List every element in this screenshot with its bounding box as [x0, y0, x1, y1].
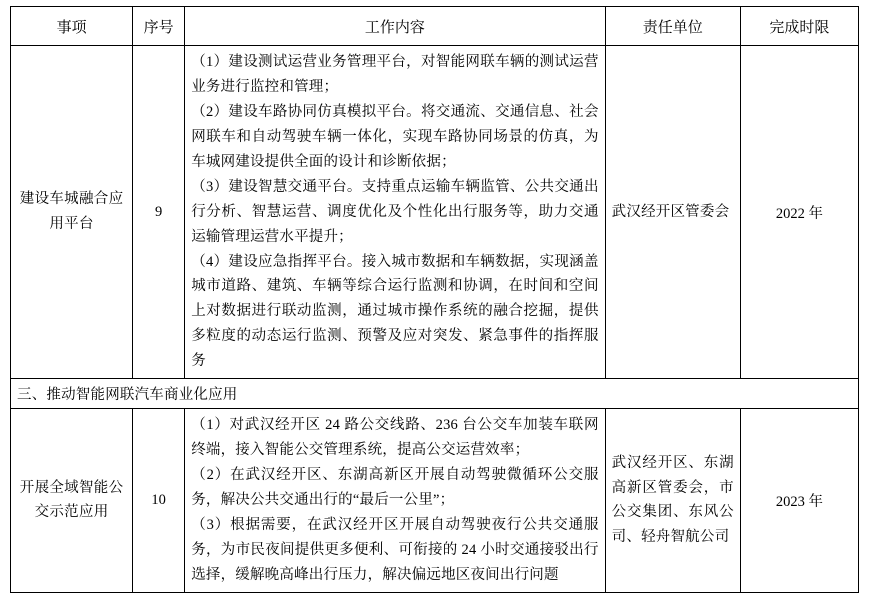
cell-no: 9 — [133, 46, 185, 379]
cell-work — [185, 46, 605, 379]
table-body — [11, 46, 859, 593]
cell-work — [185, 409, 605, 593]
cell-unit — [605, 46, 740, 379]
table-header-row — [11, 7, 859, 46]
work-paragraph: （3）建设智慧交通平台。支持重点运输车辆监管、公共交通出行分析、智慧运营、调度优化及个性化出行服务等，助力交通运输管理运营水平提升； — [191, 178, 599, 245]
work-paragraph: （1）对武汉经开区 24 路公交线路、236 台公交车加装车联网终端，接入智能公交管理系统，提高公交运营效率； — [191, 417, 599, 459]
unit-text: 武汉经开区、东湖高新区管委会，市公交集团、东风公司、轻舟智航公司 — [611, 454, 734, 546]
work-paragraph: （2）在武汉经开区、东湖高新区开展自动驾驶微循环公交服务，解决公共交通出行的“最后一公里”； — [191, 467, 599, 508]
cell-due: 2023 年 — [740, 409, 858, 593]
section-title: 三、推动智能网联汽车商业化应用 — [11, 379, 859, 409]
table-row — [11, 409, 859, 593]
column-header-work: 工作内容 — [185, 7, 605, 46]
task-schedule-table — [10, 6, 859, 593]
cell-item: 开展全域智能公交示范应用 — [11, 409, 133, 593]
work-paragraph: （1）建设测试运营业务管理平台，对智能网联车辆的测试运营业务进行监控和管理； — [191, 54, 599, 95]
cell-item: 建设车城融合应用平台 — [11, 46, 133, 379]
cell-due: 2022 年 — [740, 46, 858, 379]
column-header-due: 完成时限 — [740, 7, 858, 46]
table-header — [11, 7, 859, 46]
unit-text: 武汉经开区管委会 — [611, 203, 730, 220]
work-paragraph: （3）根据需要，在武汉经开区开展自动驾驶夜行公共交通服务，为市民夜间提供更多便利、可衔接的 24 小时交通接驳出行选择，缓解晚高峰出行压力，解决偏远地区夜间出行问题 — [191, 516, 599, 583]
column-header-no: 序号 — [133, 7, 185, 46]
table-section-row — [11, 379, 859, 409]
table-row — [11, 46, 859, 379]
work-paragraph: （2）建设车路协同仿真模拟平台。将交通流、交通信息、社会网联车和自动驾驶车辆一体化，实现车路协同场景的仿真，为车城网建设提供全面的设计和诊断依据； — [191, 103, 599, 170]
column-header-unit: 责任单位 — [605, 7, 740, 46]
cell-unit — [605, 409, 740, 593]
cell-no: 10 — [133, 409, 185, 593]
work-paragraph: （4）建设应急指挥平台。接入城市数据和车辆数据，实现涵盖城市道路、建筑、车辆等综合运行监测和协调，在时间和空间上对数据进行联动监测，通过城市操作系统的融合挖掘，提供多粒度的动态运行监测、预警及应对突发、紧急事件的指挥服务 — [191, 253, 599, 370]
column-header-item: 事项 — [11, 7, 133, 46]
